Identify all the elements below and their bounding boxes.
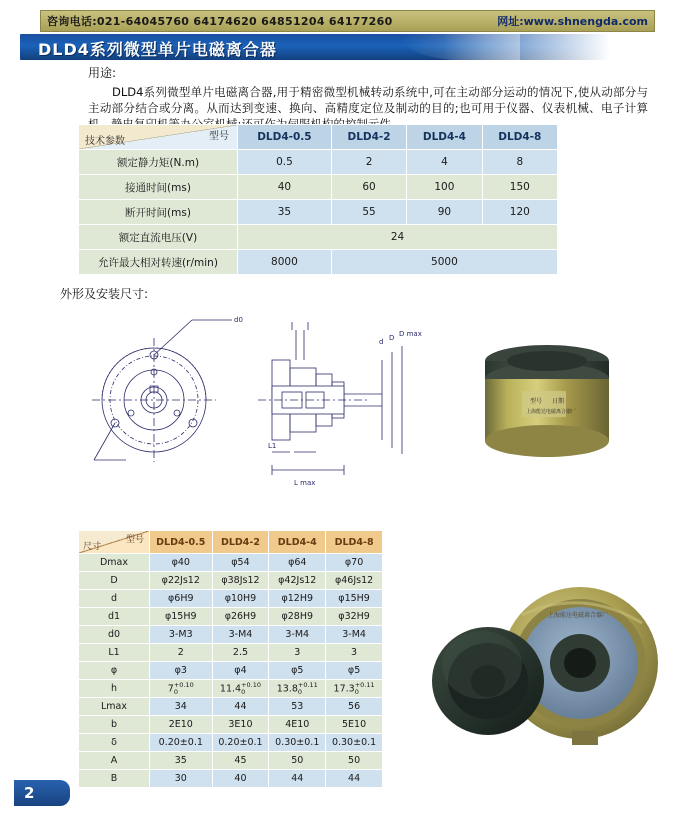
dim-row-d0 [79, 626, 383, 644]
dim-h-tol-0: +0.10 0 [173, 680, 194, 696]
svg-text:上海能达电磁离合器厂: 上海能达电磁离合器厂 [526, 409, 577, 415]
spec-row-label-4: 允许最大相对转速(r/min) [79, 250, 238, 275]
dim-cell-11-1: 45 [212, 752, 269, 770]
spec-model-header-3: DLD4-8 [482, 125, 557, 150]
spec-row-max-speed [79, 250, 558, 275]
dim-h-base-0: 7 [167, 683, 174, 694]
spec-model-header-2: DLD4-4 [407, 125, 482, 150]
dim-h-base-1: 11.4 [219, 683, 242, 694]
dim-cell-6-3: φ5 [326, 662, 383, 680]
spec-corner-top-label: 型号 [209, 131, 229, 142]
dim-cell-6-1: φ4 [212, 662, 269, 680]
dim-cell-4-1: 3-M4 [212, 626, 269, 644]
dim-cell-10-3: 0.30±0.1 [326, 734, 383, 752]
dim-cell-11-2: 50 [269, 752, 326, 770]
dim-cell-6-2: φ5 [269, 662, 326, 680]
spec-row-voltage [79, 225, 558, 250]
dim-cell-3-1: φ26H9 [212, 608, 269, 626]
dim-cell-0-0: φ40 [150, 554, 213, 572]
svg-text:上海能达电磁离合器厂: 上海能达电磁离合器厂 [548, 612, 609, 619]
dim-corner-bottom-label: 尺寸 [83, 542, 102, 552]
dim-row-label-2: d [79, 590, 150, 608]
dim-row-label-0: Dmax [79, 554, 150, 572]
dim-row-label-10: δ [79, 734, 150, 752]
dim-cell-7-3 [326, 680, 383, 698]
dim-cell-3-2: φ28H9 [269, 608, 326, 626]
dim-cell-4-0: 3-M3 [150, 626, 213, 644]
dim-row-d [79, 572, 383, 590]
dim-cell-0-1: φ54 [212, 554, 269, 572]
dim-row-lmax [79, 698, 383, 716]
spec-model-header-1: DLD4-2 [331, 125, 406, 150]
drawing-label-dmax: D max [399, 330, 422, 338]
dim-cell-5-1: 2.5 [212, 644, 269, 662]
spec-cell-1-3: 150 [482, 175, 557, 200]
dim-row-label-3: d1 [79, 608, 150, 626]
spec-cell-speed-1: 5000 [331, 250, 557, 275]
dim-cell-3-0: φ15H9 [150, 608, 213, 626]
spec-cell-1-2: 100 [407, 175, 482, 200]
dim-model-header-2: DLD4-4 [269, 531, 326, 554]
spec-corner-bottom-label: 技术参数 [85, 136, 125, 147]
dim-cell-6-0: φ3 [150, 662, 213, 680]
dim-h-tol-3: +0.11 0 [354, 680, 375, 696]
dim-cell-9-3: 5E10 [326, 716, 383, 734]
dim-row-label-5: L1 [79, 644, 150, 662]
svg-text:日期: 日期 [552, 398, 565, 405]
spec-cell-2-0: 35 [238, 200, 332, 225]
dim-cell-1-0: φ22Js12 [150, 572, 213, 590]
dim-table-header-row [79, 531, 383, 554]
spec-row-torque [79, 150, 558, 175]
spec-cell-0-1: 2 [331, 150, 406, 175]
page-title-band [20, 34, 675, 60]
dim-cell-8-0: 34 [150, 698, 213, 716]
spec-cell-0-3: 8 [482, 150, 557, 175]
dim-cell-9-2: 4E10 [269, 716, 326, 734]
drawing-label-d0: d0 [234, 316, 243, 324]
dim-cell-12-1: 40 [212, 770, 269, 788]
dim-cell-8-2: 53 [269, 698, 326, 716]
dim-cell-11-3: 50 [326, 752, 383, 770]
drawing-label-l1max: L1 [268, 442, 277, 450]
spec-cell-1-1: 60 [331, 175, 406, 200]
dim-row-label-4: d0 [79, 626, 150, 644]
dim-cell-12-0: 30 [150, 770, 213, 788]
dim-cell-0-3: φ70 [326, 554, 383, 572]
drawing-label-d1: D [389, 334, 395, 342]
dim-model-header-1: DLD4-2 [212, 531, 269, 554]
dim-cell-1-3: φ46Js12 [326, 572, 383, 590]
dim-row-h [79, 680, 383, 698]
dim-corner-top-label: 型号 [125, 535, 144, 545]
svg-text:型号: 型号 [530, 398, 543, 405]
page-title: DLD4系列微型单片电磁离合器 [38, 40, 277, 59]
dim-row-label-9: b [79, 716, 150, 734]
dim-cell-4-2: 3-M4 [269, 626, 326, 644]
spec-row-label-2: 断开时间(ms) [79, 200, 238, 225]
spec-row-label-0: 额定静力矩(N.m) [79, 150, 238, 175]
dim-model-header-0: DLD4-0.5 [150, 531, 213, 554]
spec-row-label-3: 额定直流电压(V) [79, 225, 238, 250]
spec-table-corner [79, 125, 238, 150]
usage-heading: 用途: [88, 66, 117, 80]
usage-section [88, 64, 648, 132]
dim-row-label-1: D [79, 572, 150, 590]
dim-row-a [79, 752, 383, 770]
spec-cell-2-3: 120 [482, 200, 557, 225]
spec-cell-2-1: 55 [331, 200, 406, 225]
header-website-text: 网址:www.shnengda.com [497, 15, 648, 28]
dim-row-label-11: A [79, 752, 150, 770]
dim-cell-3-3: φ32H9 [326, 608, 383, 626]
spec-cell-voltage-merged: 24 [238, 225, 558, 250]
spec-table [78, 124, 558, 275]
dim-cell-1-2: φ42Js12 [269, 572, 326, 590]
dim-h-tol-1: +0.10 0 [241, 680, 261, 696]
dim-row-d-small [79, 590, 383, 608]
dim-row-phi [79, 662, 383, 680]
dim-cell-5-0: 2 [150, 644, 213, 662]
dim-row-d1 [79, 608, 383, 626]
dim-row-l1 [79, 644, 383, 662]
dim-cell-2-3: φ15H9 [326, 590, 383, 608]
spec-cell-speed-0: 8000 [238, 250, 332, 275]
dim-cell-7-1 [212, 680, 269, 698]
product-photo-disc-pair [430, 555, 665, 770]
dim-h-base-3: 17.3 [333, 683, 355, 694]
dim-cell-8-3: 56 [326, 698, 383, 716]
dim-cell-12-3: 44 [326, 770, 383, 788]
dim-cell-2-2: φ12H9 [269, 590, 326, 608]
dim-cell-2-1: φ10H9 [212, 590, 269, 608]
dim-cell-8-1: 44 [212, 698, 269, 716]
dim-cell-5-3: 3 [326, 644, 383, 662]
dim-row-label-7: h [79, 680, 150, 698]
dim-cell-10-1: 0.20±0.1 [212, 734, 269, 752]
spec-row-label-1: 接通时间(ms) [79, 175, 238, 200]
dim-cell-9-0: 2E10 [150, 716, 213, 734]
dim-row-label-8: Lmax [79, 698, 150, 716]
dim-model-header-3: DLD4-8 [326, 531, 383, 554]
spec-table-header-row [79, 125, 558, 150]
dim-row-dmax [79, 554, 383, 572]
drawing-label-lmax: L max [294, 479, 316, 487]
dimension-table [78, 530, 383, 788]
spec-cell-0-0: 0.5 [238, 150, 332, 175]
dim-row-label-12: B [79, 770, 150, 788]
drawing-label-d: d [379, 338, 384, 346]
dim-cell-4-3: 3-M4 [326, 626, 383, 644]
dim-row-label-6: φ [79, 662, 150, 680]
dim-cell-11-0: 35 [150, 752, 213, 770]
usage-paragraph: DLD4系列微型单片电磁离合器,用于精密微型机械转动系统中,可在主动部分运动的情况下,使从动部分与主动部分结合或分离。从而达到变速、换向、高精度定位及制动的目的;也可用于仪器、仪表机械、电子计算 [88, 85, 648, 115]
dim-row-b-cap [79, 770, 383, 788]
spec-row-release-time [79, 200, 558, 225]
dim-cell-7-2 [269, 680, 326, 698]
title-fade-right [443, 34, 675, 60]
spec-cell-0-2: 4 [407, 150, 482, 175]
dim-row-b [79, 716, 383, 734]
spec-row-engage-time [79, 175, 558, 200]
dim-cell-12-2: 44 [269, 770, 326, 788]
page-number-badge: 2 [14, 780, 70, 806]
assembly-drawing [82, 300, 442, 500]
dim-cell-5-2: 3 [269, 644, 326, 662]
dim-cell-10-2: 0.30±0.1 [269, 734, 326, 752]
dimensions-caption: 外形及安装尺寸: [60, 287, 149, 301]
dim-cell-1-1: φ38Js12 [212, 572, 269, 590]
dim-row-delta [79, 734, 383, 752]
spec-cell-1-0: 40 [238, 175, 332, 200]
dim-cell-0-2: φ64 [269, 554, 326, 572]
dim-table-corner [79, 531, 150, 554]
dim-h-tol-2: +0.11 0 [297, 680, 318, 696]
dim-cell-9-1: 3E10 [212, 716, 269, 734]
header-contact-bar [40, 10, 655, 32]
dim-cell-7-0 [150, 680, 213, 698]
spec-model-header-0: DLD4-0.5 [238, 125, 332, 150]
dim-h-base-2: 13.8 [276, 683, 298, 694]
header-phone-text: 咨询电话:021-64045760 64174620 64851204 64177260 [47, 15, 393, 28]
product-photo-cylindrical [452, 335, 642, 475]
dim-cell-2-0: φ6H9 [150, 590, 213, 608]
spec-cell-2-2: 90 [407, 200, 482, 225]
dim-cell-10-0: 0.20±0.1 [150, 734, 213, 752]
